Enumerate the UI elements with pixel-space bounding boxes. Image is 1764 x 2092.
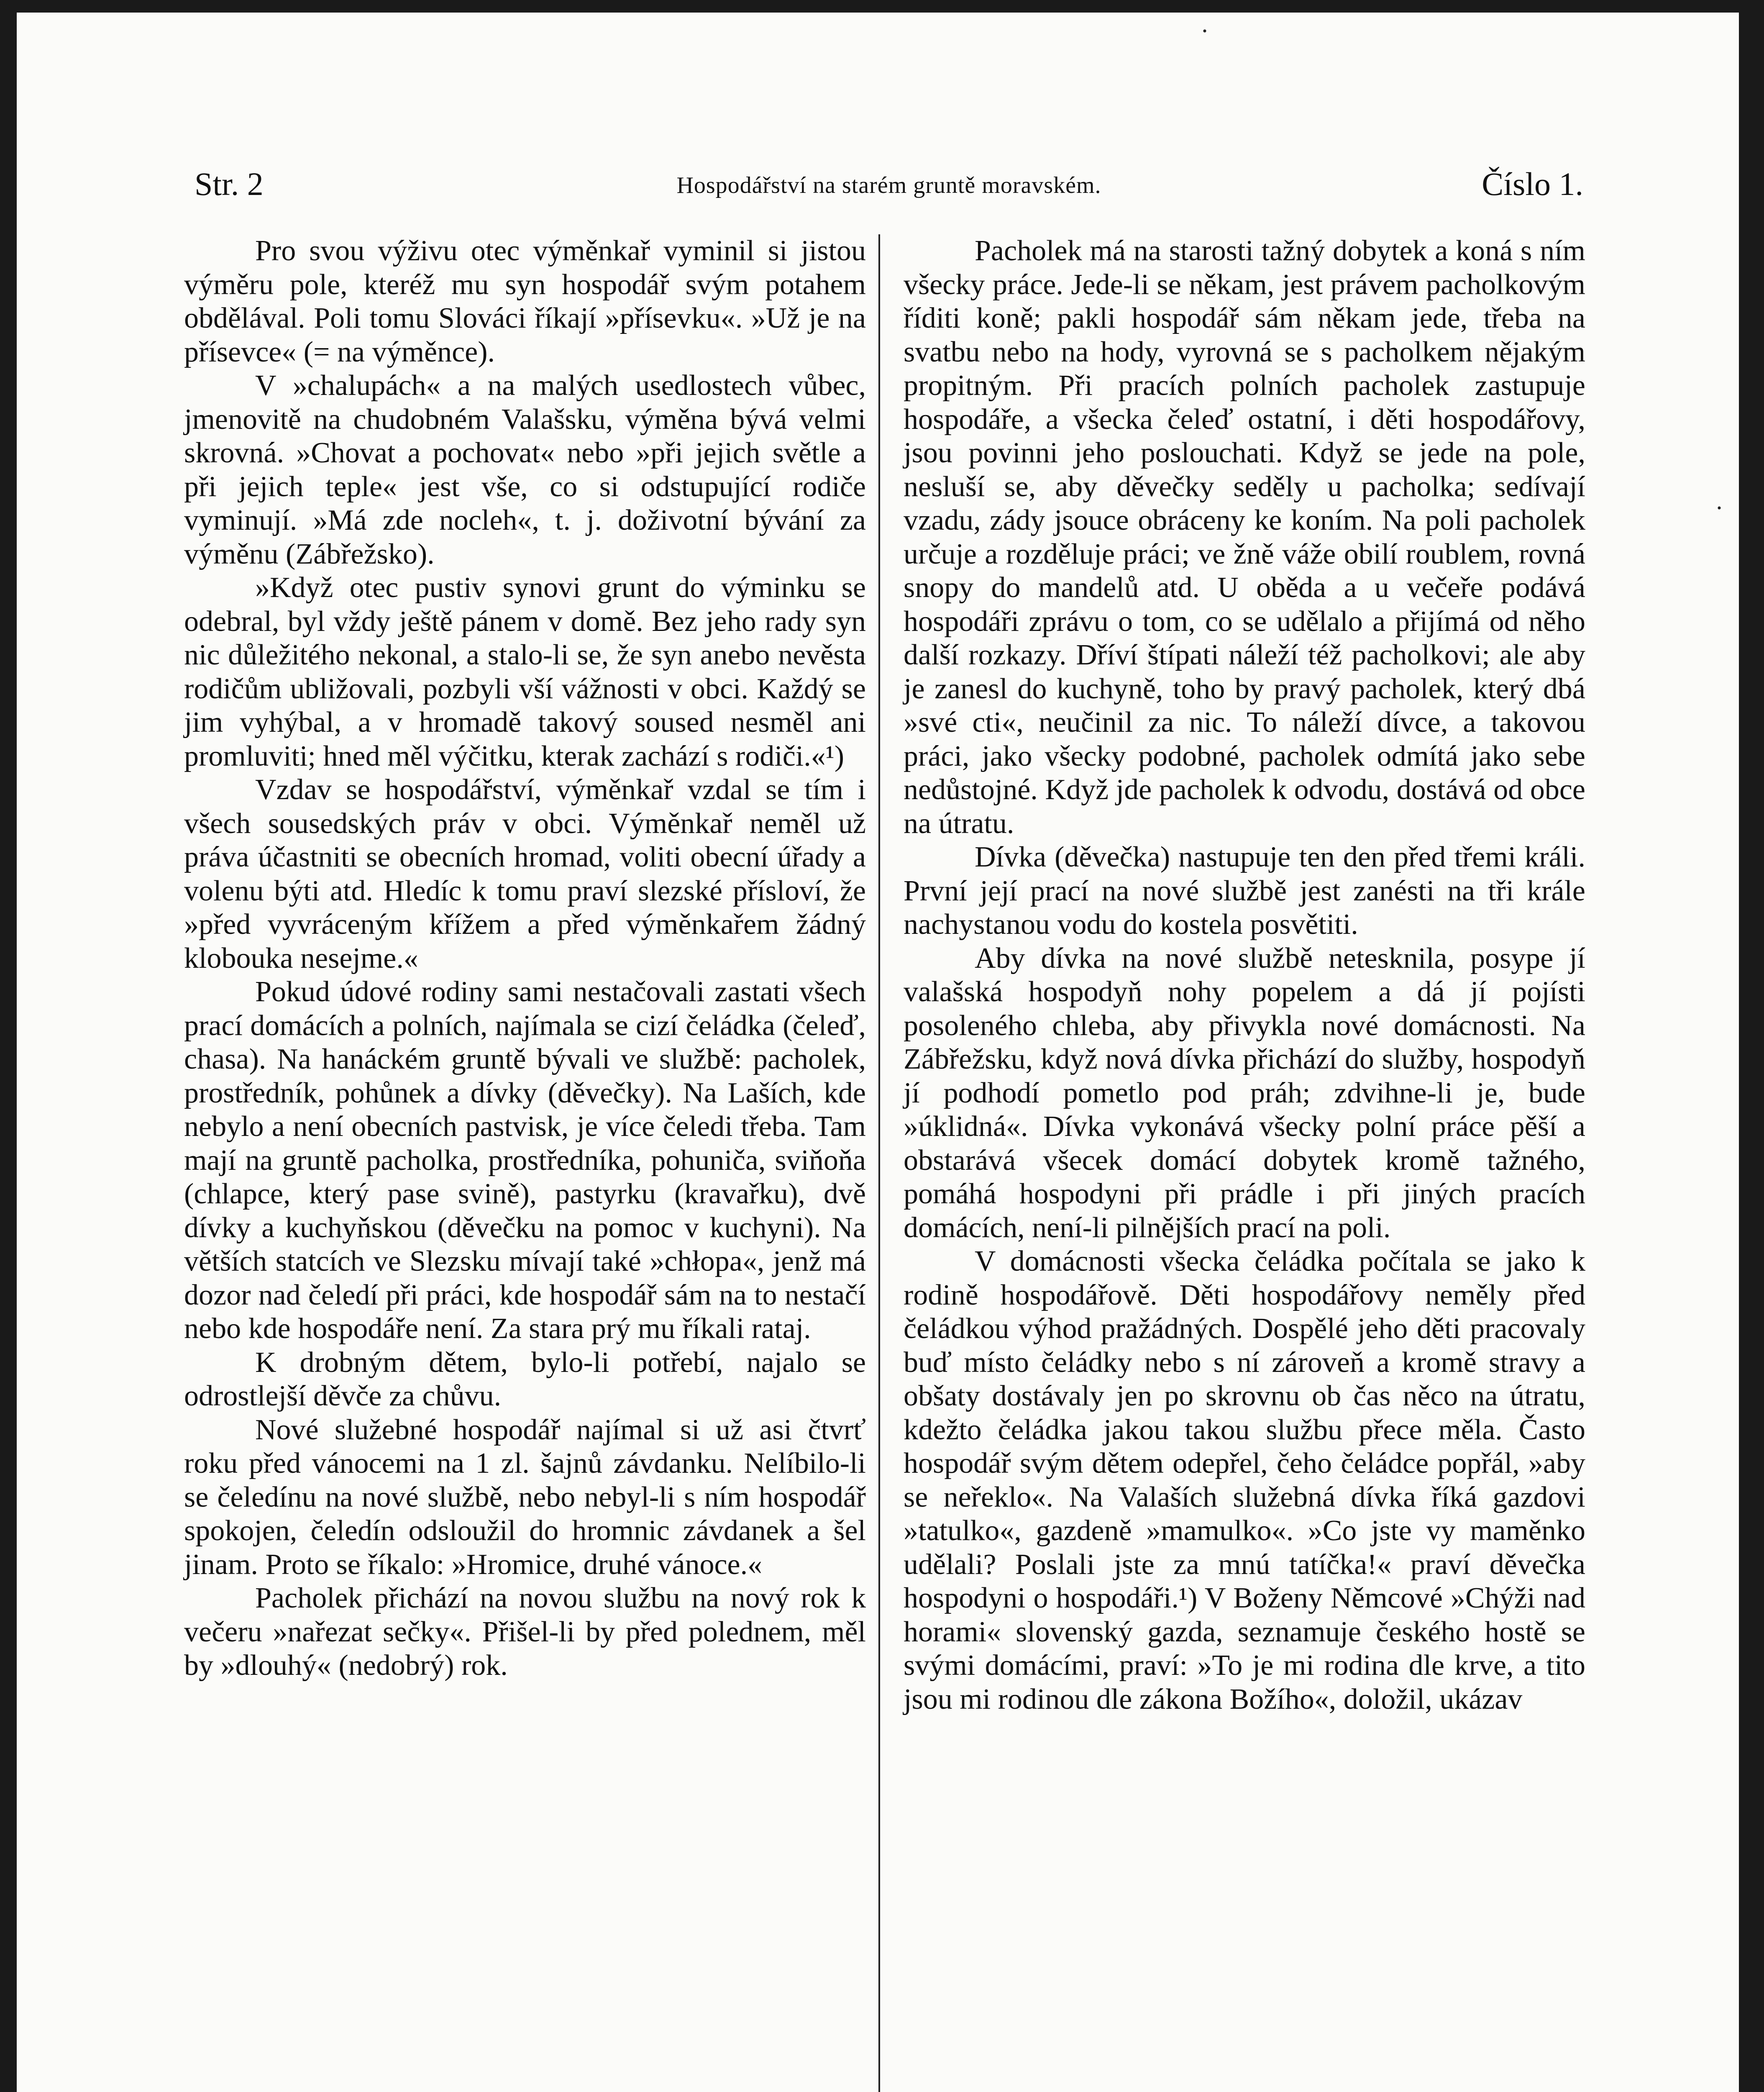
page-number: Str. 2 [195, 166, 264, 202]
paragraph: K drobným dětem, bylo-li potřebí, najalo se odrostlejší děvče za chůvu. [184, 1346, 866, 1412]
running-title: Hospodářství na starém gruntě moravském. [676, 172, 1101, 198]
paragraph: Dívka (děvečka) nastupuje ten den před třemi králi. První její prací na nové službě jest zanésti na tři krále nachystanou vodu do kostela posvětiti. [904, 841, 1585, 941]
issue-number: Číslo 1. [1482, 166, 1583, 202]
paragraph: Vzdav se hospodářství, výměnkař vzdal se tím i všech sousedských práv v obci. Výměnkař neměl už práva účastniti se obecních hromad, voliti obecní úřady a volenu býti atd. Hledíc k tomu praví slezské přísloví, že »před vyvráceným křížem a před výměnkařem žádný klobouka nesejme.« [184, 774, 866, 974]
paragraph: Pro svou výživu otec výměnkař vyminil si jistou výměru pole, kteréž mu syn hospodář svým potahem obdělával. Poli tomu Slováci říkají »přísevku«. »Už je na přísevce« (= na výměnce). [184, 235, 866, 368]
paragraph: Pacholek má na starosti tažný dobytek a koná s ním všecky práce. Jede-li se někam, jest právem pacholkovým říditi koně; pakli hospodář sám někam jede, třeba na svatbu nebo na hody, vyrovná se s pacholkem nějakým propitným. Při pracích polních pacholek zastupuje hospodáře, a všecka čeleď ostatní, i děti hospodářovy, jsou povinni jeho poslouchati. Když se jede na pole, nesluší se, aby děvečky seděly u pacholka; sedívají vzadu, zády jsouce obráceny ke koním. Na poli pacholek určuje a rozděluje práci; ve žně váže obilí roublem, rovná snopy do mandelů atd. U oběda a u večeře podává hospodáři zprávu o tom, co se udělalo a přijímá od něho další rozkazy. Dříví štípati náleží též pacholkovi; ale aby je zanesl do kuchyně, toho by pravý pacholek, který dbá »své cti«, neučinil za nic. To náleží dívce, a takovou práci, jako všecky podobné, pacholek odmítá jako sebe nedůstojné. Když jde pacholek k odvodu, dostává od obce na útratu. [904, 235, 1585, 840]
paragraph: Pacholek přichází na novou službu na nový rok k večeru »nařezat sečky«. Přišel-li by před polednem, měl by »dlouhý« (nedobrý) rok. [184, 1582, 866, 1682]
paragraph: »Když otec pustiv synovi grunt do výminku se odebral, byl vždy ještě pánem v domě. Bez jeho rady syn nic důležitého nekonal, a stalo-li se, že syn anebo nevěsta rodičům ubližovali, pozbyli vší vážnosti v obci. Každý se jim vyhýbal, a v hromadě takový soused nesměl ani promluviti; hned měl výčitku, kterak zachází s rodiči.«¹) [184, 572, 866, 772]
paragraph: V »chalupách« a na malých usedlostech vůbec, jmenovitě na chudobném Valašsku, výměna bývá velmi skrovná. »Chovat a pochovat« nebo »při jejich světle a při jejich teple« jest vše, co si odstupující rodiče vyminují. »Má zde nocleh«, t. j. doživotní bývání za výměnu (Zábřežsko). [184, 369, 866, 570]
scan-edge-top [0, 0, 1764, 13]
right-column [904, 234, 1585, 1716]
paragraph: Aby dívka na nové službě netesknila, posype jí valašská hospodyň nohy popelem a dá jí pojísti posoleného chleba, aby přivykla nové domácnosti. Na Zábřežsku, když nová dívka přichází do služby, hospodyň jí podhodí pometlo pod práh; zdvihne-li je, bude »úklidná«. Dívka vykonává všecky polní práce pěší a obstarává všecek domácí dobytek kromě tažného, pomáhá hospodyni při prádle i při jiných pracích domácích, není-li pilnějších prací na poli. [904, 942, 1585, 1244]
paragraph: Pokud údové rodiny sami nestačovali zastati všech prací domácích a polních, najímala se cizí čeládka (čeleď, chasa). Na hanáckém gruntě bývali ve službě: pacholek, prostředník, pohůnek a dívky (děvečky). Na Laších, kde nebylo a není obecních pastvisk, je více čeledi třeba. Tam mají na gruntě pacholka, prostředníka, pohuniča, sviňoňa (chlapce, který pase svině), pastyrku (kravařku), dvě dívky a kuchyňskou (děvečku na pomoc v kuchyni). Na větších statcích ve Slezsku mívají také »chłopa«, jenž má dozor nad čeledí při práci, kde hospodář sám na to nestačí nebo kde hospodáře není. Za stara prý mu říkali rataj. [184, 976, 866, 1345]
column-divider [878, 234, 880, 2092]
paragraph: V domácnosti všecka čeládka počítala se jako k rodině hospodářově. Děti hospodářovy neměly před čeládkou výhod pražádných. Dospělé jeho děti pracovaly buď místo čeládky nebo s ní zároveň a kromě stravy a obšaty dostávaly jen po skrovnu ob čas něco na útratu, kdežto čeládka jakou takou službu přece měla. Často hospodář svým dětem odepřel, čeho čeládce popřál, »aby se neřeklo«. Na Valaších služebná dívka říká gazdovi »tatulko«, gazdeně »mamulko«. »Co jste vy maměnko udělali? Poslali jste za mnú tatíčka!« praví děvečka hospodyni o hospodáři.¹) V Boženy Němcové »Chýži nad horami« slovenský gazda, seznamuje českého hostě se svými domácími, praví: »To je mi rodina dle krve, a tito jsou mi rodinou dle zákona Božího«, doložil, ukázav [904, 1245, 1585, 1715]
scan-speck: · [1201, 17, 1209, 45]
page-header [195, 161, 1583, 207]
scan-edge-left [0, 0, 17, 2092]
scan-edge-right [1739, 0, 1764, 2092]
scan-speck: · [1715, 494, 1723, 522]
left-column [184, 234, 866, 1683]
paragraph: Nové služebné hospodář najímal si už asi čtvrť roku před vánocemi na 1 zl. šajnů závdanku. Nelíbilo-li se čeledínu na nové službě, nebo nebyl-li s ním hospodář spokojen, čeledín odsloužil do hromnic závdanek a šel jinam. Proto se říkalo: »Hromice, druhé vánoce.« [184, 1413, 866, 1581]
